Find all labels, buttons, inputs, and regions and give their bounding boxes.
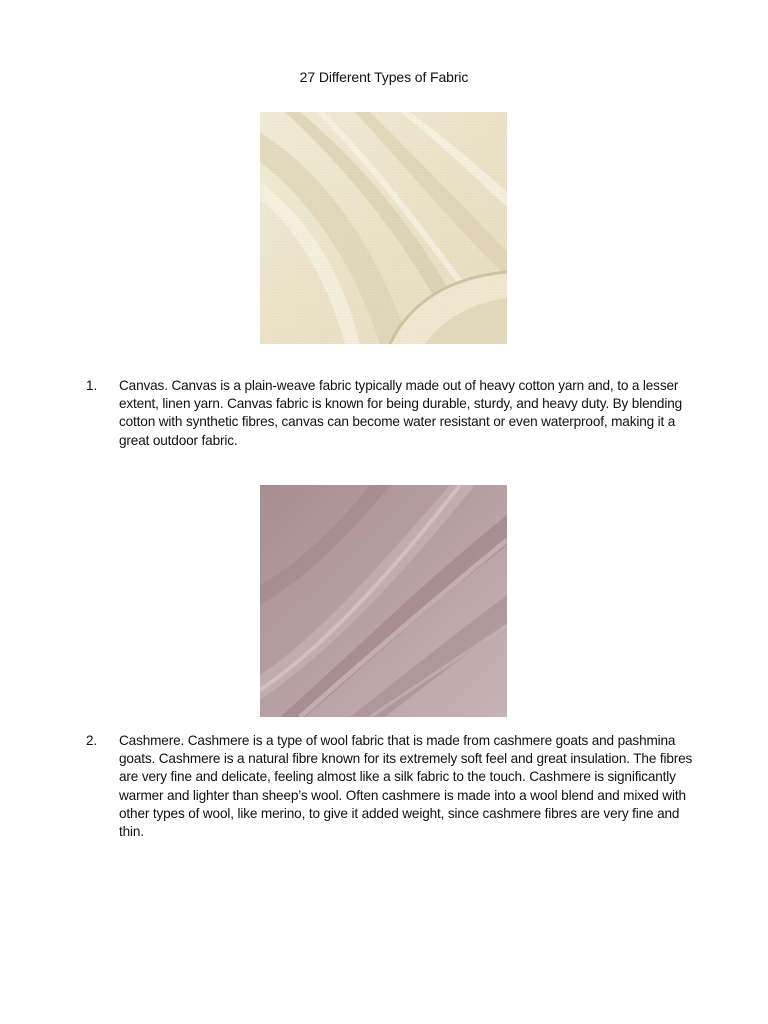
list-number: 2. [86, 733, 98, 748]
list-item [86, 377, 706, 450]
page-title: 27 Different Types of Fabric [299, 69, 469, 85]
list-item [86, 732, 706, 841]
canvas-fabric-image [260, 112, 507, 344]
cashmere-fabric-image [260, 485, 507, 717]
list-item-text: Cashmere. Cashmere is a type of wool fabric that is made from cashmere goats and pashmina goats. Cashmere is a natural fibre known for its extremely soft feel and great insulation. The fibres are very fine and delicate, feeling almost like a silk fabric to the touch. Cashmere is significantly warmer and lighter than sheep’s wool. Often cashmere is made into a wool blend and mixed with other types of wool, like merino, to give it added weight, since cashmere fibres are very fine and thin. [119, 733, 693, 840]
list-number: 1. [86, 378, 98, 393]
list-item-text: Canvas. Canvas is a plain-weave fabric typically made out of heavy cotton yarn and, to a lesser extent, linen yarn. Canvas fabric is known for being durable, sturdy, and heavy duty. By blending cotton with synthetic fibres, canvas can become water resistant or even waterproof, making it a great outdoor fabric. [119, 378, 683, 448]
